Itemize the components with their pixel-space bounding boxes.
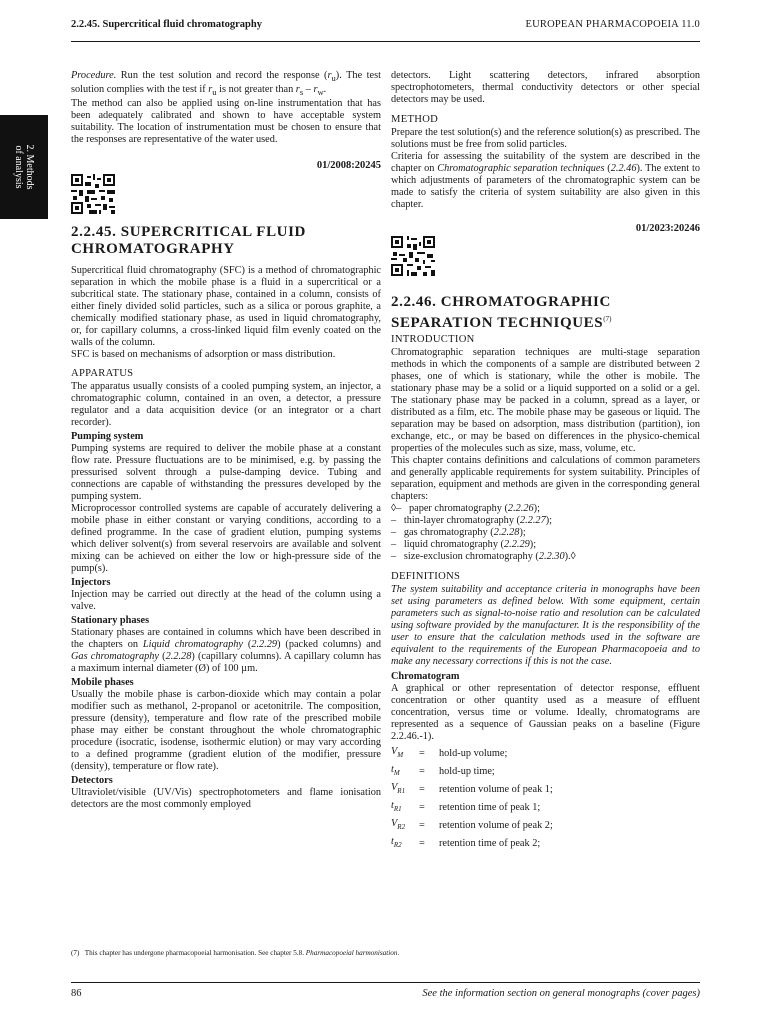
header-rule <box>71 41 700 42</box>
footer-rule <box>71 982 700 983</box>
list-item: ◊– paper chromatography (2.2.26); <box>391 503 540 514</box>
list-item: – gas chromatography (2.2.28); <box>391 527 526 538</box>
method-heading: METHOD <box>391 114 439 125</box>
qr-code-icon[interactable] <box>391 236 435 276</box>
chapter-link-2228[interactable]: 2.2.28 <box>165 651 192 663</box>
introduction-heading: INTRODUCTION <box>391 334 475 345</box>
section-title-2246: 2.2.46. CHROMATOGRAPHIC SEPARATION TECHNIQUES$^{(7)}$ <box>391 294 612 331</box>
introduction-paragraph: Chromatographic separation techniques are multi-stage separation methods in which the components of a sample are distributed between 2 phases, one of which is stationary, while the other is mobile. The stationary phase may be a solid or a liquid supported on a solid or a gel. The stationary phase may be packed in a column, spread as a layer, or distributed as a film, etc. The mobile phase may be gaseous or liquid. The separation may be based on adsorption, mass distribution (partition), ion exchange, etc., or may be based on differences in the physico-chemical properties of the molecules such as size, mass, volume, etc. <box>391 347 700 454</box>
chromatogram-heading: Chromatogram <box>391 671 460 682</box>
footer-note: See the information section on general monographs (cover pages) <box>422 988 700 999</box>
running-header-publication: EUROPEAN PHARMACOPOEIA 11.0 <box>525 19 700 30</box>
page-number: 86 <box>71 988 82 999</box>
list-item: – liquid chromatography (2.2.29); <box>391 539 537 550</box>
qr-code-icon[interactable] <box>71 174 115 214</box>
method-paragraph-2: Criteria for assessing the suitability of the system are described in the chapter on Chromatographic separation techniques (2.2.46). The extent to which adjustments of parameters of the chromatographic system can be made to satisfy the criteria of system suitability are also given in this chapter. <box>391 151 700 210</box>
table-row: $V_{R1}$ = retention volume of peak 1; <box>391 782 553 796</box>
apparatus-heading: APPARATUS <box>71 368 134 380</box>
list-item: – size-exclusion chromatography (2.2.30).◊ <box>391 551 576 562</box>
table-row: $t_{R1}$ = retention time of peak 1; <box>391 800 541 814</box>
detectors-heading: Detectors <box>71 775 113 787</box>
method-paragraph-1: Prepare the test solution(s) and the reference solution(s) as prescribed. The solutions must be free from solid particles. <box>391 127 700 150</box>
detectors-continued-paragraph: detectors. Light scattering detectors, infrared absorption spectrophotometers, thermal conductivity detectors or other special detectors may be used. <box>391 70 700 105</box>
monograph-reference-20246: 01/2023:20246 <box>635 223 700 234</box>
monograph-reference-20245: 01/2008:20245 <box>316 160 381 172</box>
table-row: $t_M$ = hold-up time; <box>391 764 495 778</box>
section-title-2245: 2.2.45. SUPERCRITICAL FLUID CHROMATOGRAPHY <box>71 224 306 258</box>
left-column <box>71 70 381 811</box>
chapter-link-2229[interactable]: 2.2.29 <box>504 539 530 550</box>
footnote-marker[interactable]: (7) <box>603 315 612 323</box>
symbol-definitions-table <box>391 745 553 853</box>
section-side-tab <box>0 115 48 219</box>
chromatogram-paragraph: A graphical or other representation of detector response, effluent concentration or other quantity used as a measure of effluent concentration, versus time or volume. Ideally, chromatograms are represented as a sequence of Gaussian peaks on a baseline (Figure 2.2.46.-1). <box>391 683 700 742</box>
table-row: $V_{R2}$ = retention volume of peak 2; <box>391 818 553 832</box>
chapter-link-2229[interactable]: 2.2.29 <box>251 639 278 651</box>
detectors-paragraph: Ultraviolet/visible (UV/Vis) spectrophotometers and flame ionisation detectors are the most commonly employed <box>71 787 381 811</box>
definitions-heading: DEFINITIONS <box>391 571 461 582</box>
chapter-link-2230[interactable]: 2.2.30 <box>538 551 565 562</box>
running-header-chapter: 2.2.45. Supercritical fluid chromatography <box>71 19 262 30</box>
pumping-paragraph-1: Pumping systems are required to deliver the mobile phase at a constant flow rate. Pressure fluctuations are to be minimised, e.g. by passing the pressurised solvent through a pulse-damping device. Tubing and connections are capable of withstanding the pressures developed by the pumping system. <box>71 443 381 503</box>
pumping-system-heading: Pumping system <box>71 431 144 443</box>
list-item: – thin-layer chromatography (2.2.27); <box>391 515 553 526</box>
right-column <box>391 70 700 853</box>
online-instrumentation-paragraph: The method can also be applied using on-line instrumentation that has been adequately calibrated and shown to have acceptable system suitability. The location of instrumentation must be chosen to ensure that the responses are representative of the water used. <box>71 98 381 146</box>
chapter-link-2246[interactable]: 2.2.46 <box>610 163 637 174</box>
chapter-link-58[interactable]: 5.8. <box>293 949 304 957</box>
chapter-scope-paragraph: This chapter contains definitions and calculations of common parameters and generally applicable requirements for system suitability. Principles of separation, equipment and methods are given in the corresponding general chapters: <box>391 455 700 502</box>
procedure-paragraph: Procedure. Run the test solution and record the response $(r_u)$. The test solution complies with the test if $r_u$ is not greater than $r_s - r_w$. <box>71 70 381 98</box>
injectors-heading: Injectors <box>71 577 111 589</box>
apparatus-paragraph: The apparatus usually consists of a cooled pumping system, an injector, a chromatographic column, contained in an oven, a detector, a pressure regulator and a data acquisition device (or an integrator or a chart recorder). <box>71 381 381 429</box>
general-chapters-list <box>391 503 700 563</box>
stationary-phases-paragraph: Stationary phases are contained in columns which have been described in the chapters on Liquid chromatography (2.2.29) (packed columns) and Gas chromatography (2.2.28) (capillary columns). A capillary column has a maximum internal diameter (Ø) of 100 µm. <box>71 627 381 675</box>
footnote: (7) This chapter has undergone pharmacopoeial harmonisation. See chapter 5.8. Pharmacopoeial harmonisation. <box>71 949 400 957</box>
chapter-link-2226[interactable]: 2.2.26 <box>507 503 534 514</box>
table-row: $V_M$ = hold-up volume; <box>391 746 508 760</box>
chapter-link-2228[interactable]: 2.2.28 <box>493 527 520 538</box>
definitions-paragraph: The system suitability and acceptance criteria in monographs have been set using parameters as defined below. With some equipment, certain parameters such as signal-to-noise ratio and resolution can be calculated using software provided by the manufacturer. It is the responsibility of the user to ensure that the calculation methods used in the software are equivalent to the requirements of the European Pharmacopoeia and to make any necessary corrections if this is not the case. <box>391 584 700 667</box>
chapter-link-2227[interactable]: 2.2.27 <box>519 515 546 526</box>
sfc-intro-paragraph: Supercritical fluid chromatography (SFC) is a method of chromatographic separation in which the mobile phase is a fluid in a supercritical or a subcritical state. The stationary phase, contained in a column, consists of either finely divided solid particles, such as a silica or porous graphite, a chemically modified stationary phase, as used in liquid chromatography, or, for capillary columns, a cross-linked liquid film evenly coated on the walls of the column. <box>71 265 381 349</box>
mobile-phases-paragraph: Usually the mobile phase is carbon-dioxide which may contain a polar modifier such as methanol, 2-propanol or acetonitrile. The composition, pressure (density), temperature and flow rate of the prescribed mobile phase may either be constant throughout the whole chromatographic procedure (isocratic, isodense, isothermic elution) or may vary according to a defined programme (gradient elution of the modifier, pressure (density), temperature or flow rate). <box>71 689 381 773</box>
mobile-phases-heading: Mobile phases <box>71 677 134 689</box>
stationary-phases-heading: Stationary phases <box>71 615 150 627</box>
pumping-paragraph-2: Microprocessor controlled systems are capable of accurately delivering a mobile phase in either constant or varying conditions, according to a defined programme. In the case of gradient elution, pumping systems which deliver solvent(s) from several reservoirs are available and solvent mixing can be achieved on either the low or high-pressure side of the pump(s). <box>71 503 381 575</box>
sfc-mechanism-paragraph: SFC is based on mechanisms of adsorption or mass distribution. <box>71 349 336 361</box>
table-row: $t_{R2}$ = retention time of peak 2; <box>391 836 541 850</box>
side-tab-label: 2. Methods of analysis <box>13 144 35 190</box>
injectors-paragraph: Injection may be carried out directly at the head of the column using a valve. <box>71 589 381 613</box>
